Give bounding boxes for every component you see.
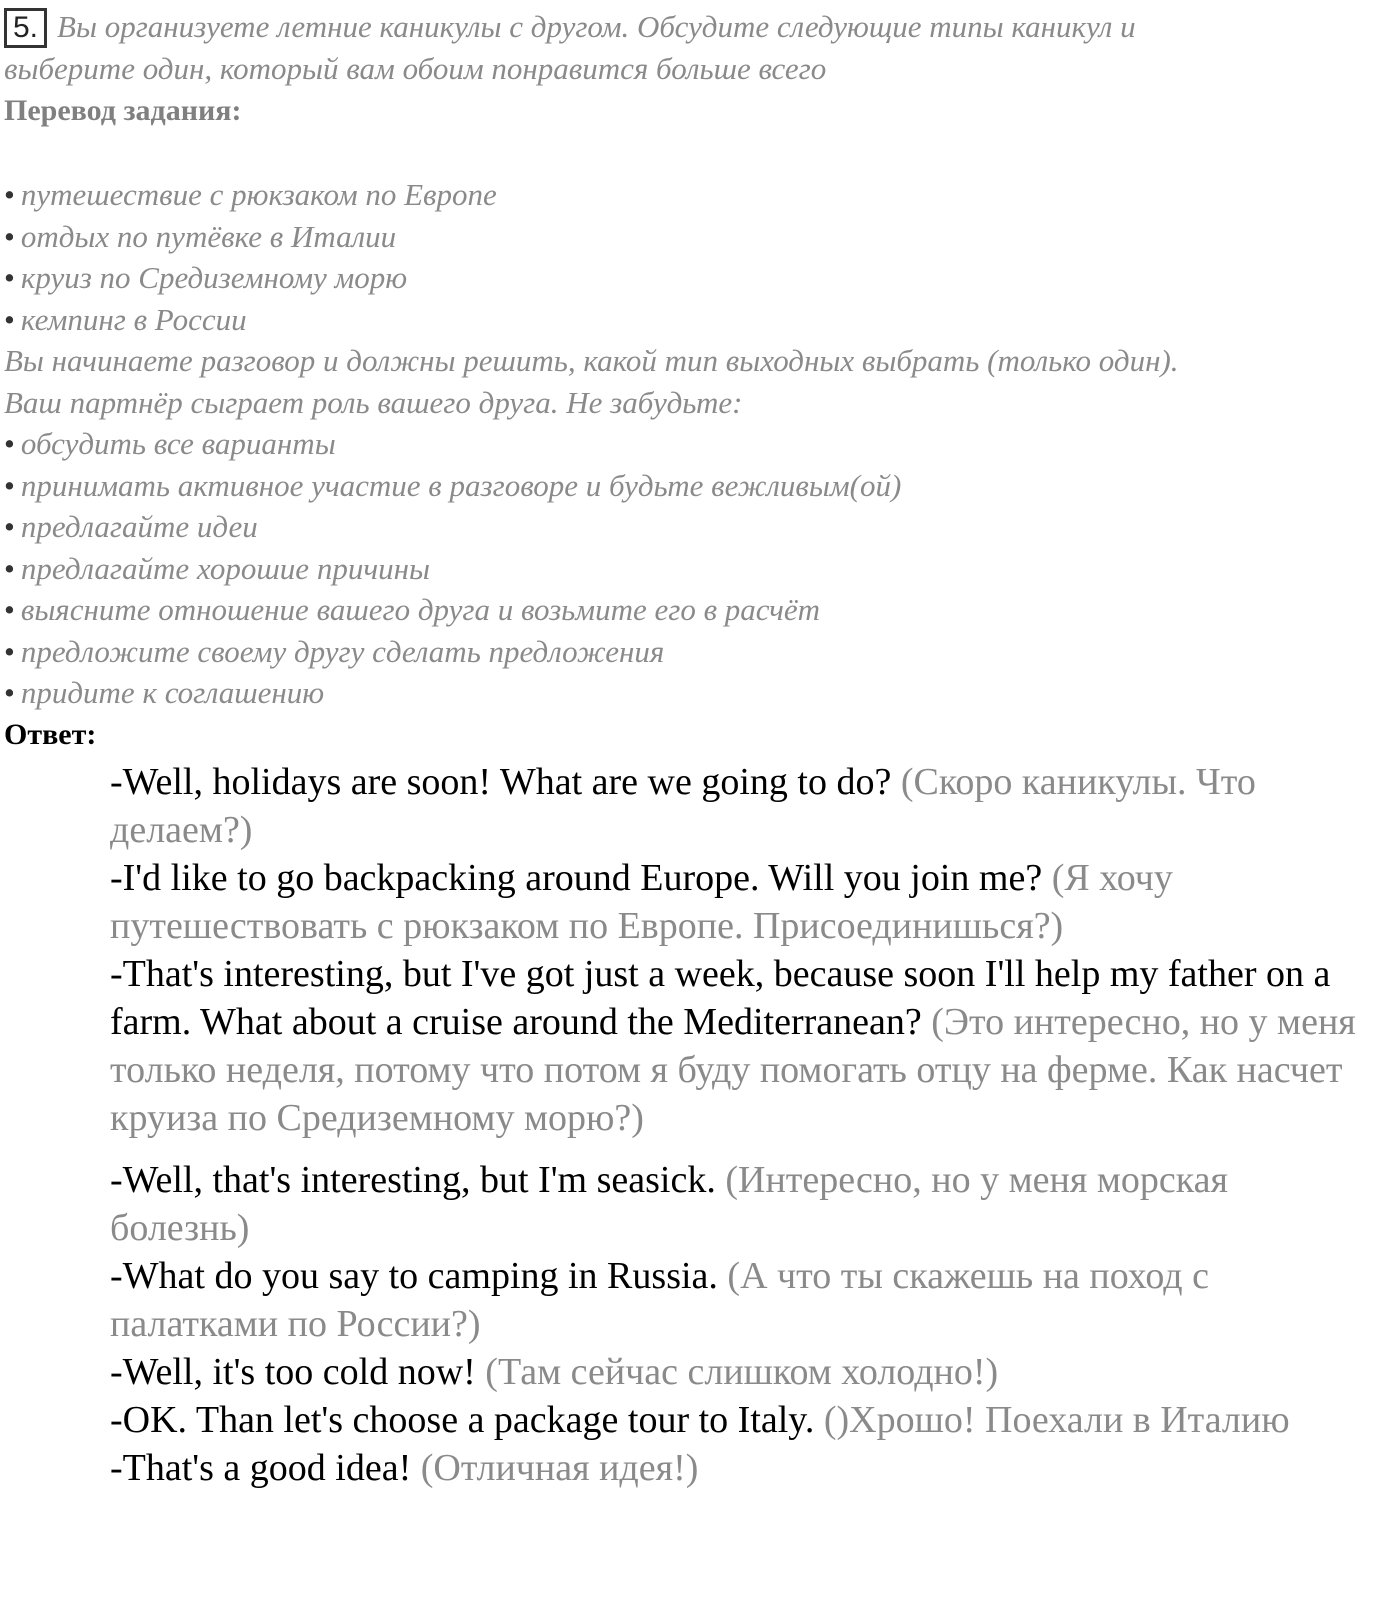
list-item: • путешествие с рюкзаком по Европе — [4, 177, 497, 212]
english-line: -I'd like to go backpacking around Europe. Will you join me? — [110, 857, 1043, 899]
bullet-icon: • — [4, 675, 15, 710]
instruction-text: выберите один, который вам обоим понравится больше всего — [4, 51, 827, 86]
english-line: -Well, that's interesting, but I'm seasick. — [110, 1159, 716, 1201]
russian-translation: (Скоро каникулы. Что делаем?) — [110, 761, 1256, 851]
bullet-icon: • — [4, 218, 15, 254]
list-item: • предложите своему другу сделать предложения — [4, 633, 665, 669]
russian-translation: (Там сейчас слишком холодно!) — [485, 1351, 999, 1393]
dialogue-turn — [110, 950, 1372, 1142]
russian-translation: ()Хрошо! Поехали в Италию — [823, 1399, 1290, 1441]
reminders-list — [4, 423, 1396, 714]
dialogue-turn — [110, 1396, 1372, 1444]
bullet-icon: • — [4, 426, 15, 461]
instruction-text: Вы организуете летние каникулы с другом. Обсудите следующие типы каникул и — [57, 9, 1136, 44]
bullet-icon: • — [4, 260, 15, 295]
task-number: 5. — [4, 8, 47, 48]
bullet-icon: • — [4, 177, 15, 212]
english-line: -Well, holidays are soon! What are we going to do? — [110, 761, 892, 803]
russian-translation: (Отличная идея!) — [420, 1447, 699, 1489]
spacer — [4, 132, 1396, 174]
bullet-icon: • — [4, 592, 15, 627]
list-item: • выясните отношение вашего друга и возьмите его в расчёт — [4, 592, 821, 627]
bullet-icon: • — [4, 550, 15, 586]
english-line: -What do you say to camping in Russia. — [110, 1255, 718, 1297]
dialogue-turn — [110, 1156, 1372, 1252]
dialogue-turn — [110, 1444, 1372, 1492]
bullet-icon: • — [4, 633, 15, 669]
english-line: -That's interesting, but I've got just a week, because soon I'll help my father on a farm. What about a cruise around the Mediterranean? — [110, 953, 1331, 1043]
answer-heading: Ответ: — [4, 717, 97, 751]
list-item: • предлагайте хорошие причины — [4, 550, 430, 586]
list-item: • кемпинг в России — [4, 301, 247, 337]
intro-line: Вы начинаете разговор и должны решить, какой тип выходных выбрать (только один). — [4, 343, 1179, 378]
list-item: • отдых по путёвке в Италии — [4, 218, 397, 254]
english-line: -Well, it's too cold now! — [110, 1351, 476, 1393]
list-item: • предлагайте идеи — [4, 509, 258, 544]
list-item: • принимать активное участие в разговоре и будьте вежливым(ой) — [4, 467, 902, 503]
russian-translation: (Я хочу путешествовать с рюкзаком по Европе. Присоединишься?) — [110, 857, 1173, 947]
task-block — [4, 6, 1396, 756]
intro-line: Ваш партнёр сыграет роль вашего друга. Не забудьте: — [4, 384, 743, 420]
list-item: • круиз по Средиземному морю — [4, 260, 408, 295]
english-line: -OK. Than let's choose a package tour to Italy. — [110, 1399, 815, 1441]
bullet-icon: • — [4, 509, 15, 544]
list-item: • обсудить все варианты — [4, 426, 336, 461]
dialogue-turn — [110, 758, 1372, 854]
russian-translation: (А что ты скажешь на поход с палатками по России?) — [110, 1255, 1209, 1345]
bullet-icon: • — [4, 467, 15, 503]
russian-translation: (Интересно, но у меня морская болезнь) — [110, 1159, 1228, 1249]
instruction-line — [4, 48, 1396, 90]
dialogue — [110, 758, 1372, 1492]
dialogue-turn — [110, 1348, 1372, 1396]
russian-translation: (Это интересно, но у меня только неделя, потому что потом я буду помогать отцу на ферме. Как насчет круиза по Средиземному морю?) — [110, 1001, 1356, 1139]
options-list — [4, 174, 1396, 340]
dialogue-turn — [110, 1252, 1372, 1348]
dialogue-turn — [110, 854, 1372, 950]
bullet-icon: • — [4, 301, 15, 337]
translation-heading: Перевод задания: — [4, 94, 242, 127]
english-line: -That's a good idea! — [110, 1447, 412, 1489]
list-item: • придите к соглашению — [4, 675, 325, 710]
instruction-line — [4, 6, 1396, 48]
